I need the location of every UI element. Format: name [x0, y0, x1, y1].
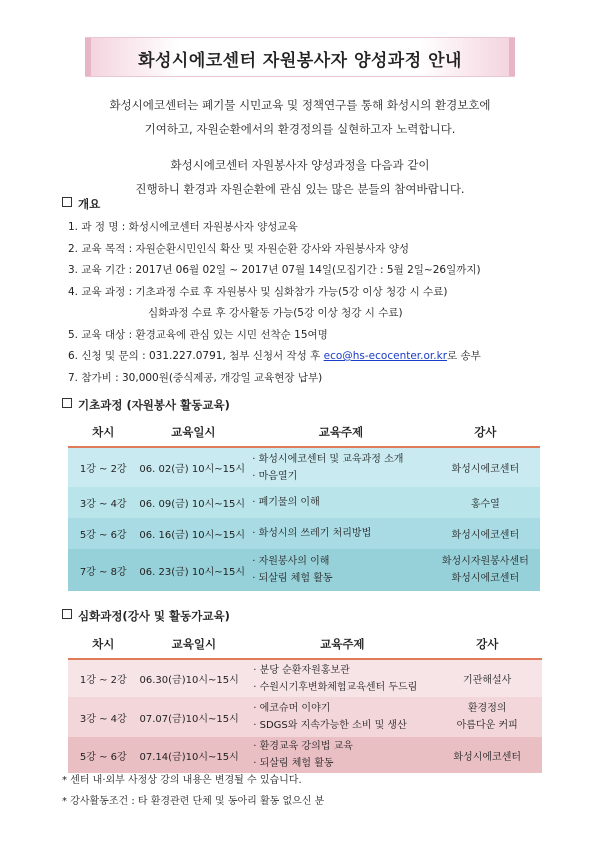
footnote: * 강사활동조건 : 타 환경관련 단체 및 동아리 활동 없으신 분 [62, 796, 325, 807]
overview-item: 2. 교육 목적 : 자원순환시민인식 확산 및 자원순환 강사와 자원봉사자 양성 [68, 242, 410, 255]
table-row [68, 487, 540, 518]
lecturer-cell: 화성시에코센터 [451, 530, 520, 541]
page-title: 화성시에코센터 자원봉사자 양성과정 안내 [138, 51, 462, 71]
intro-line: 화성시에코센터 자원봉사자 양성과정을 다음과 같이 [170, 158, 430, 172]
intro-line: 진행하니 환경과 자원순환에 관심 있는 많은 분들의 참여바랍니다. [135, 182, 465, 196]
checkbox-square-icon [62, 398, 72, 408]
header-session: 차시 [92, 637, 115, 651]
header-session: 차시 [92, 425, 115, 439]
topic-cell: · 폐기물의 이해 [252, 497, 320, 508]
intro-text [40, 93, 560, 201]
topic-cell: · 환경교육 강의법 교육 · 되살림 체험 활동 [253, 741, 353, 769]
date-cell: 06. 16(금) 10시~15시 [139, 530, 246, 541]
advanced-course-heading: 심화과정(강사 및 활동가교육) [62, 608, 230, 624]
topic-cell: · 에코슈머 이야기 · SDGS와 지속가능한 소비 및 생산 [253, 703, 407, 731]
topic-cell: · 화성시의 쓰레기 처리방법 [252, 528, 372, 539]
intro-line: 화성시에코센터는 폐기물 시민교육 및 정책연구를 통해 화성시의 환경보호에 [109, 98, 491, 112]
date-cell: 06. 23(금) 10시~15시 [139, 566, 246, 578]
lecturer-cell: 홍수열 [470, 499, 500, 510]
overview-item: 4. 교육 과정 : 기초과정 수료 후 자원봉사 및 심화참가 가능(5강 이상 청강 시 수료) [68, 285, 448, 298]
date-cell: 07.07(금)10시~15시 [139, 713, 239, 725]
lecturer-cell: 화성시에코센터 [453, 751, 522, 763]
checkbox-square-icon [62, 197, 72, 207]
footnote: * 센터 내·외부 사정상 강의 내용은 변경될 수 있습니다. [62, 775, 302, 786]
topic-cell: · 자원봉사의 이해 · 되살림 체험 활동 [252, 556, 333, 584]
basic-course-table [68, 418, 540, 591]
session-cell: 1강 ~ 2강 [79, 675, 127, 686]
overview-item: 5. 교육 대상 : 환경교육에 관심 있는 시민 선착순 15여명 [68, 328, 328, 341]
lecturer-cell: 환경정의 아름다운 커피 [456, 703, 518, 731]
overview-item: 심화과정 수료 후 강사활동 가능(5강 이상 청강 시 수료) [148, 307, 403, 319]
header-date: 교육일시 [171, 425, 216, 439]
overview-list [68, 217, 481, 389]
topic-cell: · 화성시에코센터 및 교육과정 소개 · 마음열기 [252, 453, 404, 482]
lecturer-cell: 화성시자원봉사센터 화성시에코센터 [441, 556, 529, 584]
table-row [68, 737, 542, 773]
session-cell: 5강 ~ 6강 [79, 751, 127, 763]
basic-course-heading: 기초과정 (자원봉사 활동교육) [62, 397, 230, 413]
date-cell: 06. 09(금) 10시~15시 [139, 499, 246, 510]
date-cell: 07.14(금)10시~15시 [139, 751, 239, 763]
intro-line: 기여하고, 자원순환에서의 환경정의를 실현하고자 노력합니다. [144, 122, 456, 136]
overview-item: 3. 교육 기간 : 2017년 06월 02일 ~ 2017년 07월 14일(모집기간 : 5월 2일~26일까지) [68, 264, 481, 276]
header-topic: 교육주제 [318, 425, 364, 439]
lecturer-cell: 화성시에코센터 [451, 464, 520, 475]
overview-item: 1. 과 정 명 : 화성시에코센터 자원봉사자 양성교육 [68, 221, 298, 233]
header-lecturer: 강사 [474, 425, 497, 439]
advanced-course-table [68, 630, 542, 773]
session-cell: 3강 ~ 4강 [79, 499, 127, 510]
header-topic: 교육주제 [320, 637, 365, 651]
table-header-row [68, 418, 540, 447]
checkbox-square-icon [62, 609, 72, 619]
session-cell: 7강 ~ 8강 [79, 566, 127, 578]
overview-item: 7. 참가비 : 30,000원(중식제공, 개강일 교육현장 납부) [68, 371, 323, 384]
footnotes [62, 770, 324, 812]
overview-heading: 개요 [62, 196, 100, 212]
header-date: 교육일시 [171, 637, 217, 651]
table-row [68, 447, 540, 487]
table-row [68, 518, 540, 549]
date-cell: 06.30(금)10시~15시 [139, 675, 239, 686]
lecturer-cell: 기관해설사 [463, 675, 512, 686]
table-row [68, 659, 542, 697]
title-banner [85, 37, 515, 77]
header-lecturer: 강사 [476, 637, 499, 651]
session-cell: 5강 ~ 6강 [79, 530, 127, 541]
table-row [68, 697, 542, 737]
overview-item-contact: 6. 신청 및 문의 : 031.227.0791, 첨부 신청서 작성 후 eco@hs-ecocenter.or.kr로 송부 [68, 350, 481, 362]
email-link[interactable]: eco@hs-ecocenter.or.kr [323, 350, 448, 362]
session-cell: 3강 ~ 4강 [79, 713, 127, 725]
table-row [68, 549, 540, 591]
date-cell: 06. 02(금) 10시~15시 [139, 464, 246, 475]
table-header-row [68, 630, 542, 659]
session-cell: 1강 ~ 2강 [79, 464, 127, 475]
topic-cell: · 분당 순환자원홍보관 · 수원시기후변화체험교육센터 두드림 [253, 664, 418, 693]
